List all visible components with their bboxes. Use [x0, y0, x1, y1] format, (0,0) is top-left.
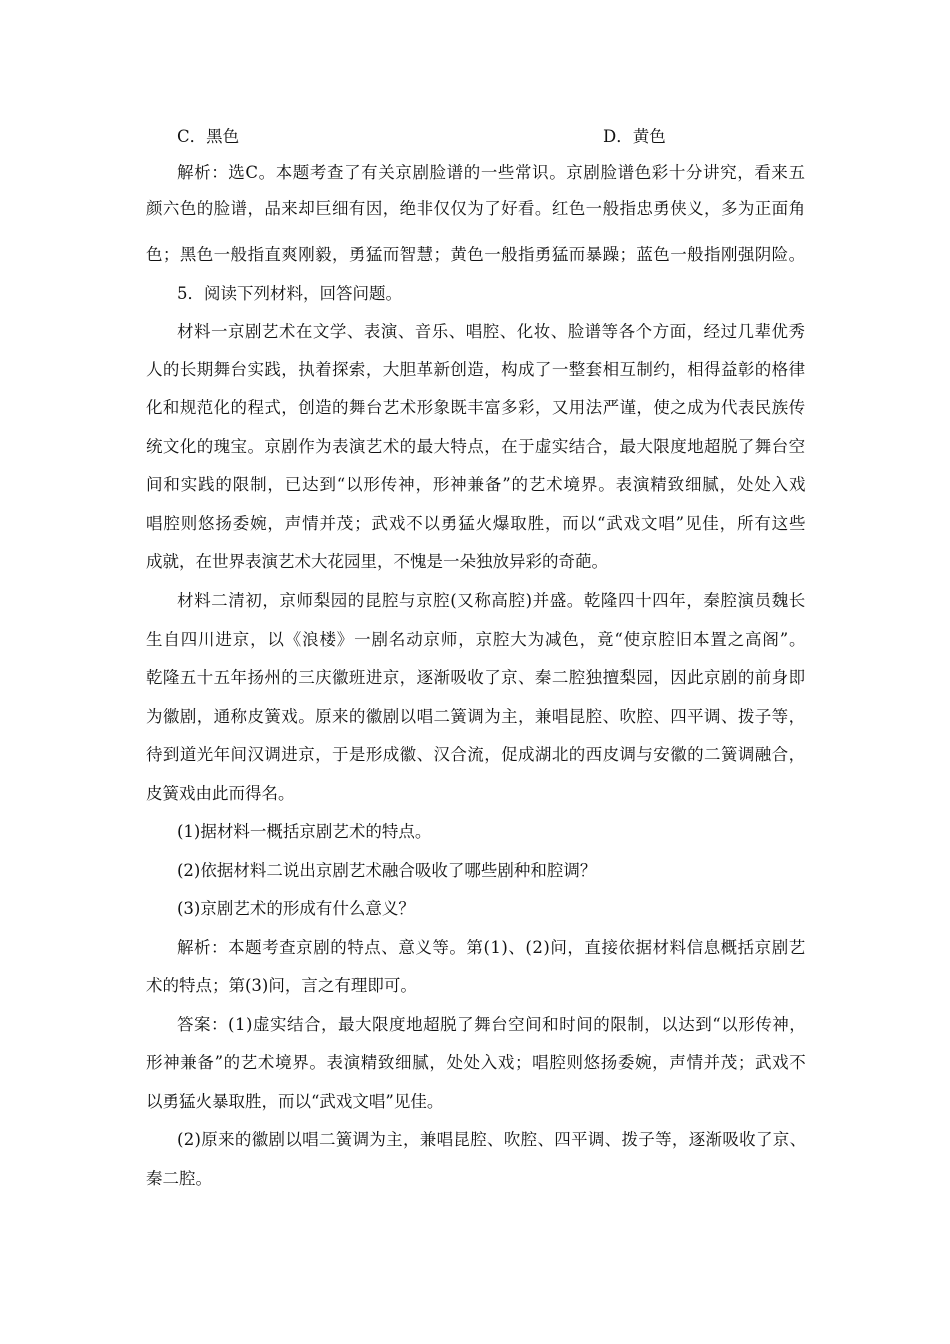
material-one-line: 材料一京剧艺术在文学、表演、音乐、唱腔、化妆、脸谱等各个方面，经过几辈优秀 — [177, 322, 806, 341]
material-one-line: 间和实践的限制，已达到“以形传神，形神兼备”的艺术境界。表演精致细腻，处处入戏 — [146, 475, 807, 494]
material-two-line: 待到道光年间汉调进京，于是形成徽、汉合流，促成湖北的西皮调与安徽的二簧调融合， — [146, 745, 806, 764]
analysis-paragraph-line: 色；黑色一般指直爽刚毅，勇猛而智慧；黄色一般指勇猛而暴躁；蓝色一般指刚强阴险。 — [146, 245, 806, 264]
sub-question-1: (1)据材料一概括京剧艺术的特点。 — [177, 822, 432, 841]
material-two-line: 生自四川进京，以《浪楼》一剧名动京师，京腔大为减色，竟“使京腔旧本置之高阁”。 — [146, 630, 807, 649]
material-two-line: 皮簧戏由此而得名。 — [146, 784, 295, 803]
answer-line: 秦二腔。 — [146, 1169, 212, 1188]
analysis-line: 术的特点；第(3)问，言之有理即可。 — [146, 976, 417, 995]
sub-question-2: (2)依据材料二说出京剧艺术融合吸收了哪些剧种和腔调？ — [177, 861, 597, 880]
answer-line: (2)原来的徽剧以唱二簧调为主，兼唱昆腔、吹腔、四平调、拨子等，逐渐吸收了京、 — [177, 1130, 807, 1149]
material-one-line: 人的长期舞台实践，执着探索，大胆革新创造，构成了一整套相互制约，相得益彰的格律 — [146, 360, 806, 379]
answer-line: 形神兼备”的艺术境界。表演精致细腻，处处入戏；唱腔则悠扬委婉，声情并茂；武戏不 — [146, 1053, 807, 1072]
answer-line: 以勇猛火暴取胜，而以“武戏文唱”见佳。 — [146, 1092, 444, 1111]
analysis-paragraph-line: 颜六色的脸谱，品来却巨细有因，绝非仅仅为了好看。红色一般指忠勇侠义，多为正面角 — [146, 199, 806, 218]
material-two-line: 乾隆五十五年扬州的三庆徽班进京，逐渐吸收了京、秦二腔独擅梨园，因此京剧的前身即 — [146, 668, 806, 687]
material-one-line: 唱腔则悠扬委婉，声情并茂；武戏不以勇猛火爆取胜，而以“武戏文唱”见佳，所有这些 — [146, 514, 807, 533]
analysis-line: 解析：本题考查京剧的特点、意义等。第(1)、(2)问，直接依据材料信息概括京剧艺 — [177, 938, 806, 957]
option-c: C．黑色 — [177, 127, 240, 146]
material-two-line: 材料二清初，京师梨园的昆腔与京腔(又称高腔)并盛。乾隆四十四年，秦腔演员魏长 — [177, 591, 806, 610]
option-d: D．黄色 — [603, 127, 666, 146]
question-heading: 5．阅读下列材料，回答问题。 — [177, 284, 402, 303]
material-two-line: 为徽剧，通称皮簧戏。原来的徽剧以唱二簧调为主，兼唱昆腔、吹腔、四平调、拨子等， — [146, 707, 806, 726]
options-row — [177, 126, 666, 148]
analysis-paragraph-line: 解析：选C。本题考查了有关京剧脸谱的一些常识。京剧脸谱色彩十分讲究，看来五 — [177, 163, 806, 182]
answer-line: 答案：(1)虚实结合，最大限度地超脱了舞台空间和时间的限制，以达到“以形传神， — [177, 1015, 807, 1034]
material-one-line: 化和规范化的程式，创造的舞台艺术形象既丰富多彩，又用法严谨，使之成为代表民族传 — [146, 398, 806, 417]
material-one-line: 成就，在世界表演艺术大花园里，不愧是一朵独放异彩的奇葩。 — [146, 552, 608, 571]
sub-question-3: (3)京剧艺术的形成有什么意义？ — [177, 899, 415, 918]
material-one-line: 统文化的瑰宝。京剧作为表演艺术的最大特点，在于虚实结合，最大限度地超脱了舞台空 — [146, 437, 806, 456]
